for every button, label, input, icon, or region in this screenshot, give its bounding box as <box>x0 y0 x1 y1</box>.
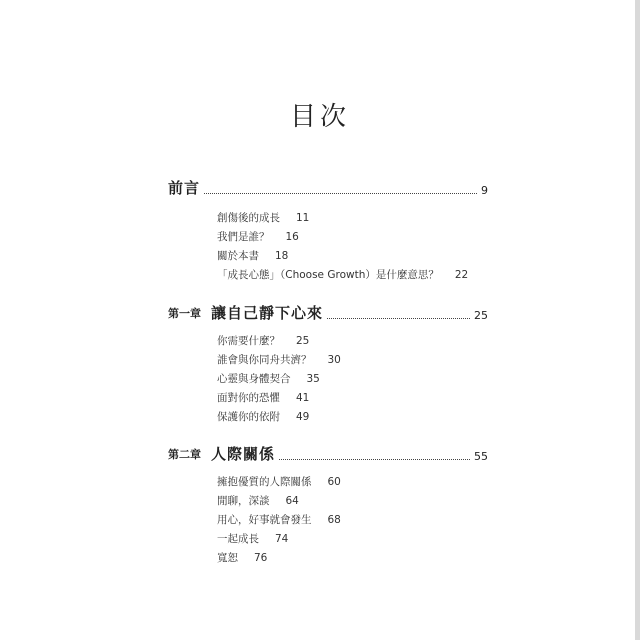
section-title: 「成長心態」（Choose Growth）是什麼意思？ <box>217 269 439 281</box>
toc-section[interactable] <box>217 333 309 349</box>
section-page-number: 60 <box>327 476 341 488</box>
section-page-number: 49 <box>296 411 310 423</box>
toc-chapter-2[interactable] <box>168 444 488 464</box>
section-page-number: 74 <box>275 533 289 545</box>
chapter-title: 讓自己靜下心來 <box>211 304 324 322</box>
toc-section[interactable] <box>217 550 267 566</box>
section-title: 用心，好事就會發生 <box>217 514 312 526</box>
toc-section[interactable] <box>217 474 341 490</box>
chapter-page-number: 9 <box>481 184 488 197</box>
chapter-title: 前言 <box>168 179 201 197</box>
dot-leader <box>204 193 477 194</box>
section-title: 閒聊，深談 <box>217 495 270 507</box>
section-title: 你需要什麼？ <box>217 335 280 347</box>
toc-section[interactable] <box>217 531 288 547</box>
toc-chapter-1[interactable] <box>168 303 488 323</box>
toc-section[interactable] <box>217 371 320 387</box>
section-title: 寬恕 <box>217 552 238 564</box>
section-page-number: 64 <box>285 495 299 507</box>
toc-section[interactable] <box>217 512 341 528</box>
toc-section[interactable] <box>217 352 341 368</box>
section-page-number: 18 <box>275 250 289 262</box>
chapter-label: 第一章 <box>168 307 201 320</box>
toc-section[interactable] <box>217 390 309 406</box>
section-title: 保護你的依附 <box>217 411 280 423</box>
section-page-number: 16 <box>285 231 299 243</box>
toc-chapter-preface[interactable] <box>168 178 488 198</box>
section-title: 關於本書 <box>217 250 259 262</box>
toc-section[interactable] <box>217 493 299 509</box>
section-page-number: 11 <box>296 212 310 224</box>
toc-section[interactable] <box>217 409 309 425</box>
toc-section[interactable] <box>217 248 288 264</box>
section-title: 誰會與你同舟共濟？ <box>217 354 312 366</box>
toc-section[interactable] <box>217 229 299 245</box>
section-title: 心靈與身體契合 <box>217 373 291 385</box>
section-title: 我們是誰？ <box>217 231 270 243</box>
chapter-label: 第二章 <box>168 448 201 461</box>
section-page-number: 35 <box>306 373 320 385</box>
chapter-page-number: 25 <box>474 309 488 322</box>
chapter-title: 人際關係 <box>211 445 276 463</box>
section-page-number: 41 <box>296 392 310 404</box>
section-page-number: 25 <box>296 335 310 347</box>
section-title: 一起成長 <box>217 533 259 545</box>
chapter-page-number: 55 <box>474 450 488 463</box>
section-page-number: 76 <box>254 552 268 564</box>
toc-section[interactable] <box>217 267 468 283</box>
dot-leader <box>279 459 470 460</box>
section-page-number: 22 <box>454 269 469 281</box>
section-title: 擁抱優質的人際關係 <box>217 476 312 488</box>
section-title: 面對你的恐懼 <box>217 392 280 404</box>
section-page-number: 68 <box>327 514 341 526</box>
toc-section[interactable] <box>217 210 309 226</box>
section-page-number: 30 <box>327 354 341 366</box>
dot-leader <box>327 318 470 319</box>
page-title: 目次 <box>289 102 350 132</box>
section-title: 創傷後的成長 <box>217 212 280 224</box>
